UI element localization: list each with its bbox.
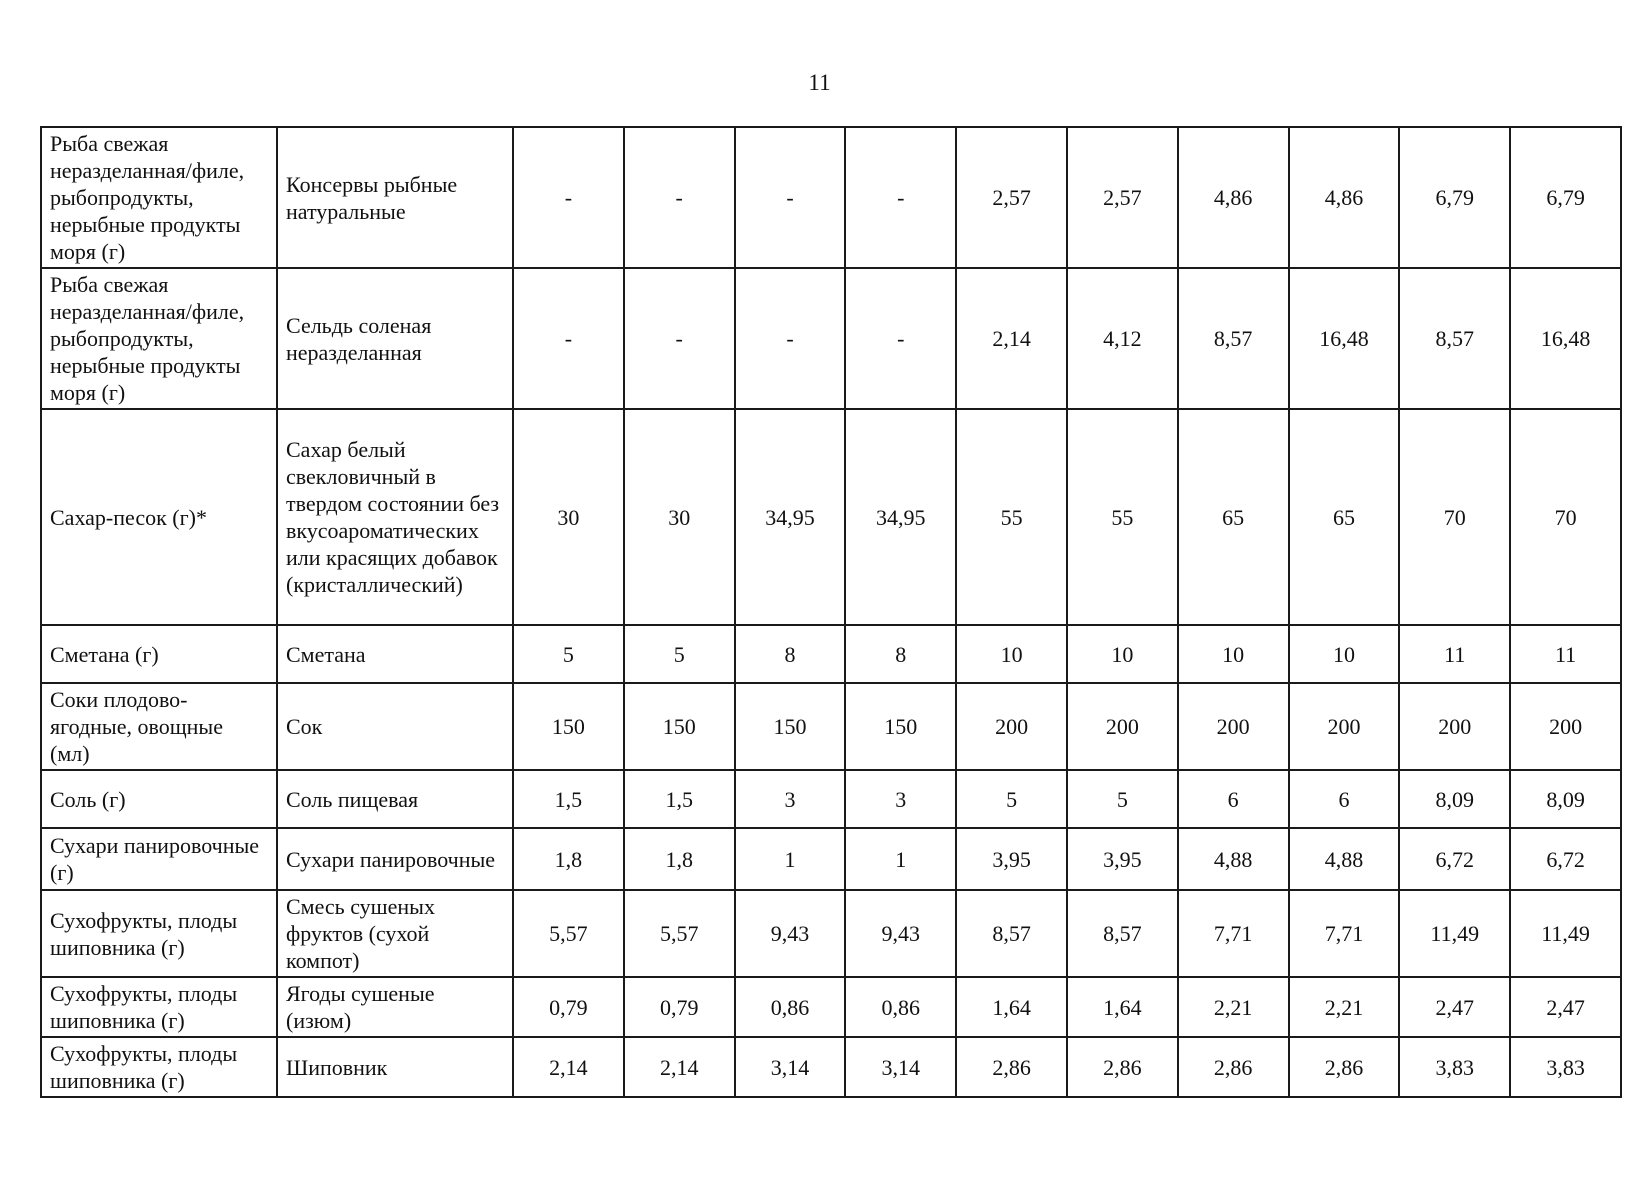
value-cell: - [735, 268, 846, 409]
value-cell: 30 [624, 409, 735, 625]
value-cell: 3 [845, 770, 956, 828]
value-cell: 2,86 [956, 1037, 1067, 1097]
value-cell: 65 [1289, 409, 1400, 625]
product-group-cell: Рыба свежая неразделанная/филе, рыбопродукты, нерыбные продукты моря (г) [41, 127, 277, 268]
value-cell: 16,48 [1289, 268, 1400, 409]
value-cell: 11 [1399, 625, 1510, 683]
value-cell: 150 [845, 683, 956, 770]
value-cell: 200 [1067, 683, 1178, 770]
value-cell: 3,14 [845, 1037, 956, 1097]
value-cell: 1,5 [513, 770, 624, 828]
table-row [41, 683, 1621, 770]
value-cell: 200 [1399, 683, 1510, 770]
value-cell: 55 [956, 409, 1067, 625]
product-group-cell: Сметана (г) [41, 625, 277, 683]
product-name-cell: Сок [277, 683, 513, 770]
table-row [41, 828, 1621, 890]
value-cell: 6 [1289, 770, 1400, 828]
value-cell: 8,57 [1067, 890, 1178, 977]
value-cell: 2,14 [513, 1037, 624, 1097]
page-number: 11 [808, 70, 831, 95]
value-cell: 6,72 [1399, 828, 1510, 890]
value-cell: 30 [513, 409, 624, 625]
value-cell: 8,09 [1510, 770, 1621, 828]
value-cell: 2,21 [1289, 977, 1400, 1037]
value-cell: 10 [1178, 625, 1289, 683]
value-cell: 9,43 [845, 890, 956, 977]
value-cell: 1 [845, 828, 956, 890]
value-cell: 8 [845, 625, 956, 683]
value-cell: 200 [1510, 683, 1621, 770]
table-row [41, 409, 1621, 625]
value-cell: 2,47 [1510, 977, 1621, 1037]
value-cell: 2,14 [624, 1037, 735, 1097]
value-cell: 4,88 [1178, 828, 1289, 890]
value-cell: 11 [1510, 625, 1621, 683]
value-cell: - [624, 268, 735, 409]
value-cell: 16,48 [1510, 268, 1621, 409]
value-cell: 4,88 [1289, 828, 1400, 890]
product-group-cell: Сухари панировочные (г) [41, 828, 277, 890]
value-cell: 6 [1178, 770, 1289, 828]
value-cell: 2,57 [1067, 127, 1178, 268]
product-name-cell: Сельдь соленая неразделанная [277, 268, 513, 409]
value-cell: - [513, 127, 624, 268]
value-cell: 10 [956, 625, 1067, 683]
product-group-cell: Рыба свежая неразделанная/филе, рыбопродукты, нерыбные продукты моря (г) [41, 268, 277, 409]
value-cell: 11,49 [1510, 890, 1621, 977]
value-cell: 7,71 [1178, 890, 1289, 977]
value-cell: 10 [1067, 625, 1178, 683]
value-cell: 4,86 [1178, 127, 1289, 268]
product-group-cell: Сахар-песок (г)* [41, 409, 277, 625]
value-cell: 150 [624, 683, 735, 770]
value-cell: 1,8 [513, 828, 624, 890]
value-cell: 3,83 [1399, 1037, 1510, 1097]
value-cell: 1,64 [1067, 977, 1178, 1037]
value-cell: 0,86 [845, 977, 956, 1037]
value-cell: 5,57 [513, 890, 624, 977]
table-row [41, 770, 1621, 828]
value-cell: 5 [513, 625, 624, 683]
value-cell: 2,21 [1178, 977, 1289, 1037]
product-name-cell: Консервы рыбные натуральные [277, 127, 513, 268]
value-cell: - [624, 127, 735, 268]
value-cell: 5 [624, 625, 735, 683]
product-name-cell: Сахар белый свекловичный в твердом состоянии без вкусоароматических или красящих добавок (кристаллический) [277, 409, 513, 625]
table-row [41, 977, 1621, 1037]
value-cell: 2,57 [956, 127, 1067, 268]
value-cell: 34,95 [735, 409, 846, 625]
value-cell: 6,79 [1510, 127, 1621, 268]
product-group-cell: Соль (г) [41, 770, 277, 828]
value-cell: 3,95 [956, 828, 1067, 890]
product-group-cell: Сухофрукты, плоды шиповника (г) [41, 977, 277, 1037]
product-name-cell: Сухари панировочные [277, 828, 513, 890]
value-cell: - [513, 268, 624, 409]
product-group-cell: Соки плодово-ягодные, овощные (мл) [41, 683, 277, 770]
product-name-cell: Смесь сушеных фруктов (сухой компот) [277, 890, 513, 977]
product-name-cell: Соль пищевая [277, 770, 513, 828]
value-cell: - [735, 127, 846, 268]
value-cell: 2,86 [1289, 1037, 1400, 1097]
product-name-cell: Шиповник [277, 1037, 513, 1097]
value-cell: 150 [735, 683, 846, 770]
value-cell: 8,09 [1399, 770, 1510, 828]
value-cell: 34,95 [845, 409, 956, 625]
table-body [41, 127, 1621, 1097]
value-cell: 1,64 [956, 977, 1067, 1037]
value-cell: 2,86 [1178, 1037, 1289, 1097]
value-cell: 200 [956, 683, 1067, 770]
value-cell: - [845, 127, 956, 268]
value-cell: 6,72 [1510, 828, 1621, 890]
value-cell: 6,79 [1399, 127, 1510, 268]
value-cell: 0,86 [735, 977, 846, 1037]
value-cell: - [845, 268, 956, 409]
value-cell: 9,43 [735, 890, 846, 977]
value-cell: 70 [1399, 409, 1510, 625]
value-cell: 8 [735, 625, 846, 683]
value-cell: 1 [735, 828, 846, 890]
product-group-cell: Сухофрукты, плоды шиповника (г) [41, 890, 277, 977]
value-cell: 1,8 [624, 828, 735, 890]
value-cell: 70 [1510, 409, 1621, 625]
food-norms-table [40, 126, 1622, 1098]
value-cell: 10 [1289, 625, 1400, 683]
value-cell: 55 [1067, 409, 1178, 625]
value-cell: 5 [956, 770, 1067, 828]
value-cell: 4,86 [1289, 127, 1400, 268]
table-row [41, 127, 1621, 268]
value-cell: 0,79 [624, 977, 735, 1037]
value-cell: 5 [1067, 770, 1178, 828]
value-cell: 2,86 [1067, 1037, 1178, 1097]
value-cell: 0,79 [513, 977, 624, 1037]
value-cell: 3,14 [735, 1037, 846, 1097]
value-cell: 8,57 [956, 890, 1067, 977]
value-cell: 3 [735, 770, 846, 828]
value-cell: 11,49 [1399, 890, 1510, 977]
table-row [41, 890, 1621, 977]
value-cell: 200 [1289, 683, 1400, 770]
value-cell: 1,5 [624, 770, 735, 828]
value-cell: 2,47 [1399, 977, 1510, 1037]
table-row [41, 268, 1621, 409]
value-cell: 8,57 [1399, 268, 1510, 409]
table-row [41, 1037, 1621, 1097]
value-cell: 65 [1178, 409, 1289, 625]
value-cell: 150 [513, 683, 624, 770]
table-row [41, 625, 1621, 683]
product-name-cell: Ягоды сушеные (изюм) [277, 977, 513, 1037]
value-cell: 5,57 [624, 890, 735, 977]
value-cell: 2,14 [956, 268, 1067, 409]
value-cell: 3,95 [1067, 828, 1178, 890]
product-name-cell: Сметана [277, 625, 513, 683]
value-cell: 8,57 [1178, 268, 1289, 409]
value-cell: 4,12 [1067, 268, 1178, 409]
value-cell: 3,83 [1510, 1037, 1621, 1097]
value-cell: 7,71 [1289, 890, 1400, 977]
value-cell: 200 [1178, 683, 1289, 770]
product-group-cell: Сухофрукты, плоды шиповника (г) [41, 1037, 277, 1097]
